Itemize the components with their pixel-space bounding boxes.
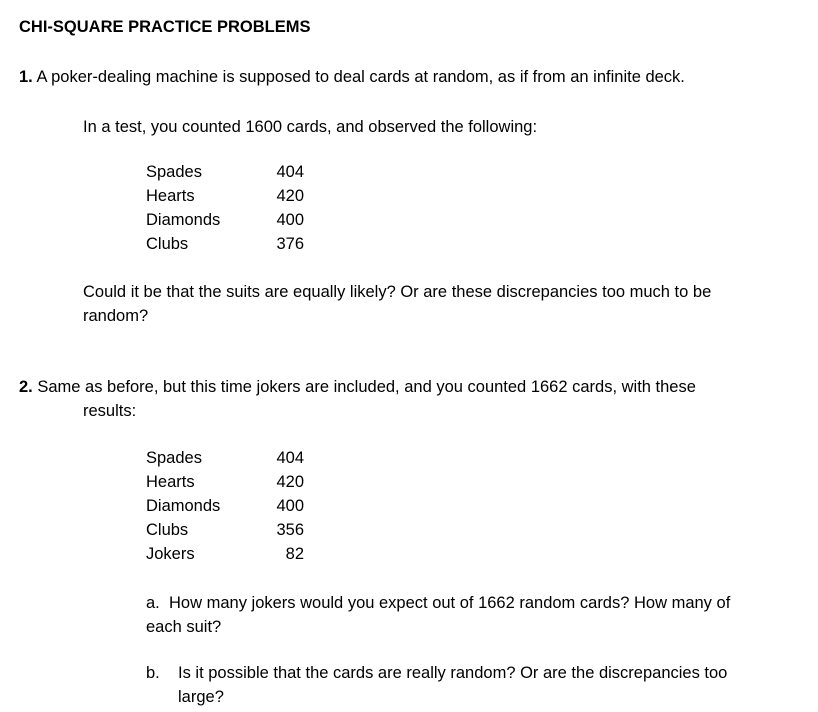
subquestion-a-line-2: each suit? (146, 618, 222, 636)
page-title: CHI-SQUARE PRACTICE PROBLEMS (19, 18, 311, 36)
count-row (146, 232, 304, 256)
suit-label: Diamonds (146, 497, 221, 515)
suit-label: Clubs (146, 521, 189, 539)
suit-count: 404 (276, 163, 304, 181)
question-2-number: 2. (19, 378, 33, 396)
subquestion-a-letter: a. (146, 594, 160, 612)
count-row (146, 208, 304, 232)
count-row (146, 160, 304, 184)
question-2-text-line-1: Same as before, but this time jokers are included, and you counted 1662 cards, with these (37, 378, 696, 396)
question-1-question-line-2: random? (83, 307, 149, 325)
suit-count: 404 (276, 449, 304, 467)
suit-count: 420 (276, 473, 304, 491)
question-1-question-line-1: Could it be that the suits are equally likely? Or are these discrepancies too much to be (83, 283, 712, 301)
subquestion-b-line-1: Is it possible that the cards are really random? Or are the discrepancies too (178, 664, 728, 682)
subquestion-b-line-2: large? (178, 688, 224, 706)
question-2-prompt (19, 375, 696, 399)
suit-label: Jokers (146, 545, 195, 563)
question-2-count-table (146, 446, 304, 566)
question-2-text-line-2: results: (83, 402, 137, 420)
suit-label: Spades (146, 449, 202, 467)
question-1-setup: In a test, you counted 1600 cards, and observed the following: (83, 118, 538, 136)
count-row (146, 446, 304, 470)
suit-count: 400 (276, 497, 304, 515)
suit-count: 82 (285, 545, 304, 563)
count-row (146, 470, 304, 494)
count-row (146, 184, 304, 208)
suit-count: 400 (276, 211, 304, 229)
suit-count: 356 (276, 521, 304, 539)
suit-label: Diamonds (146, 211, 221, 229)
question-1-text: A poker-dealing machine is supposed to deal cards at random, as if from an infinite deck. (36, 68, 685, 86)
suit-count: 420 (276, 187, 304, 205)
count-row (146, 542, 304, 566)
count-row (146, 494, 304, 518)
question-1-number: 1. (19, 68, 33, 86)
question-1-count-table (146, 160, 304, 256)
suit-label: Hearts (146, 473, 195, 491)
suit-label: Hearts (146, 187, 195, 205)
suit-count: 376 (276, 235, 304, 253)
subquestion-a-line-1: How many jokers would you expect out of 1662 random cards? How many of (169, 594, 731, 612)
subquestion-b-letter: b. (146, 664, 160, 682)
suit-label: Clubs (146, 235, 189, 253)
suit-label: Spades (146, 163, 202, 181)
question-1-prompt (19, 65, 685, 89)
count-row (146, 518, 304, 542)
